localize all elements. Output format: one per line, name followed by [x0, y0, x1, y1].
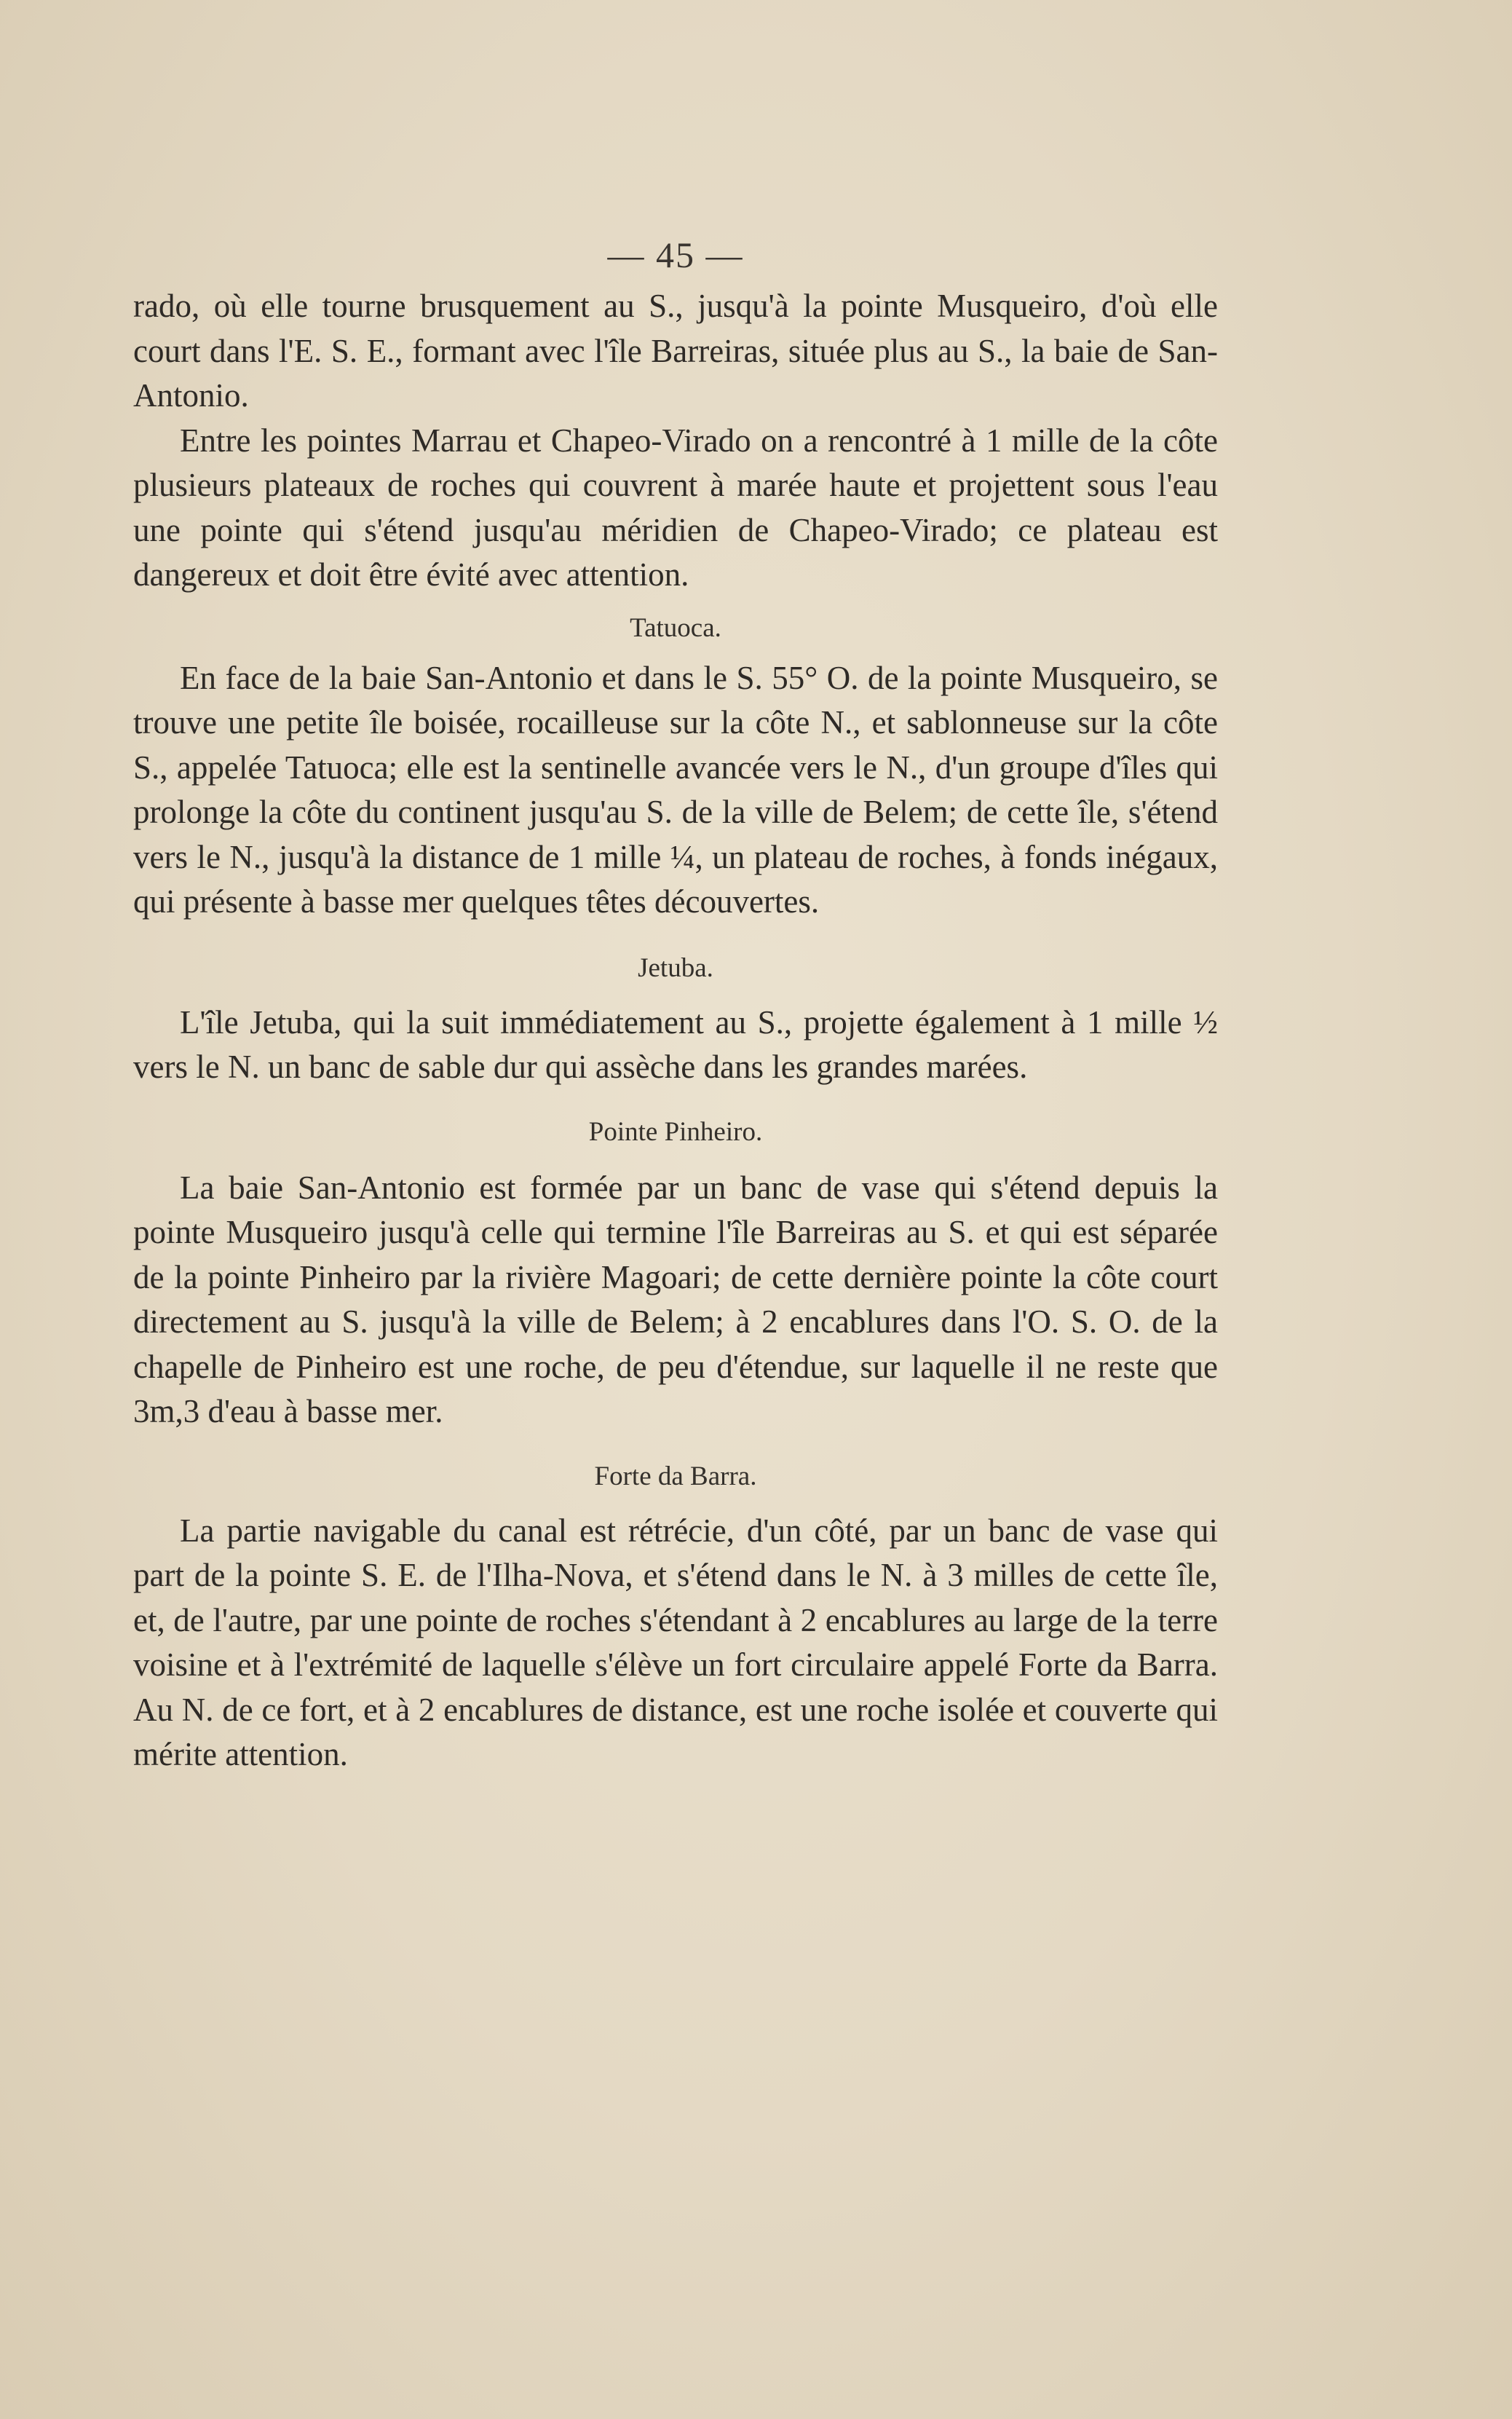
heading-forte-da-barra: Forte da Barra.	[594, 1461, 757, 1491]
paragraph-forte-da-barra: La partie navigable du canal est rétrécie, d'un côté, par un banc de vase qui part de la pointe S. E. de l'Ilha-Nova, et s'étend dans le N. à 3 milles de cette île, et, de l'autre, par une pointe de roches s'étendant à 2 encablures au large de la terre voisine et à l'extrémité de laquelle s'élève un fort circulaire appelé Forte da Barra. Au N. de ce fort, et à 2 encablures de distance, est une roche isolée et couverte qui mérite attention.	[133, 1512, 1218, 1772]
heading-tatuoca: Tatuoca.	[630, 612, 721, 643]
paragraph-rado: rado, où elle tourne brusquement au S., jusqu'à la pointe Musqueiro, d'où elle court dans l'E. S. E., formant avec l'île Barreiras, située plus au S., la baie de San-Antonio.	[133, 288, 1218, 414]
paragraph-pinheiro: La baie San-Antonio est formée par un banc de vase qui s'étend depuis la pointe Musqueiro jusqu'à celle qui termine l'île Barreiras au S. et qui est séparée de la pointe Pinheiro par la rivière Magoari; de cette dernière pointe la côte court directement au S. jusqu'à la ville de Belem; à 2 encablures dans l'O. S. O. de la chapelle de Pinheiro est une roche, de peu d'étendue, sur laquelle il ne reste que 3m,3 d'eau à basse mer.	[133, 1169, 1218, 1429]
paragraph-tatuoca: En face de la baie San-Antonio et dans le S. 55° O. de la pointe Musqueiro, se trouve une petite île boisée, rocailleuse sur la côte N., et sablonneuse sur la côte S., appelée Tatuoca; elle est la sentinelle avancée vers le N., d'un groupe d'îles qui prolonge la côte du continent jusqu'au S. de la ville de Belem; de cette île, s'étend vers le N., jusqu'à la distance de 1 mille ¼, un plateau de roches, à fonds inégaux, qui présente à basse mer quelques têtes découvertes.	[133, 659, 1218, 920]
page-number: — 45 —	[607, 234, 744, 275]
heading-jetuba: Jetuba.	[638, 952, 713, 983]
page-text	[133, 226, 1218, 1777]
heading-pointe-pinheiro: Pointe Pinheiro.	[588, 1116, 763, 1147]
paragraph-marrau: Entre les pointes Marrau et Chapeo-Virado on a rencontré à 1 mille de la côte plusieurs plateaux de roches qui couvrent à marée haute et projettent sous l'eau une pointe qui s'étend jusqu'au méridien de Chapeo-Virado; ce plateau est dangereux et doit être évité avec attention.	[133, 422, 1218, 593]
paragraph-jetuba: L'île Jetuba, qui la suit immédiatement au S., projette également à 1 mille ½ vers le N. un banc de sable dur qui assèche dans les grandes marées.	[133, 1003, 1218, 1085]
